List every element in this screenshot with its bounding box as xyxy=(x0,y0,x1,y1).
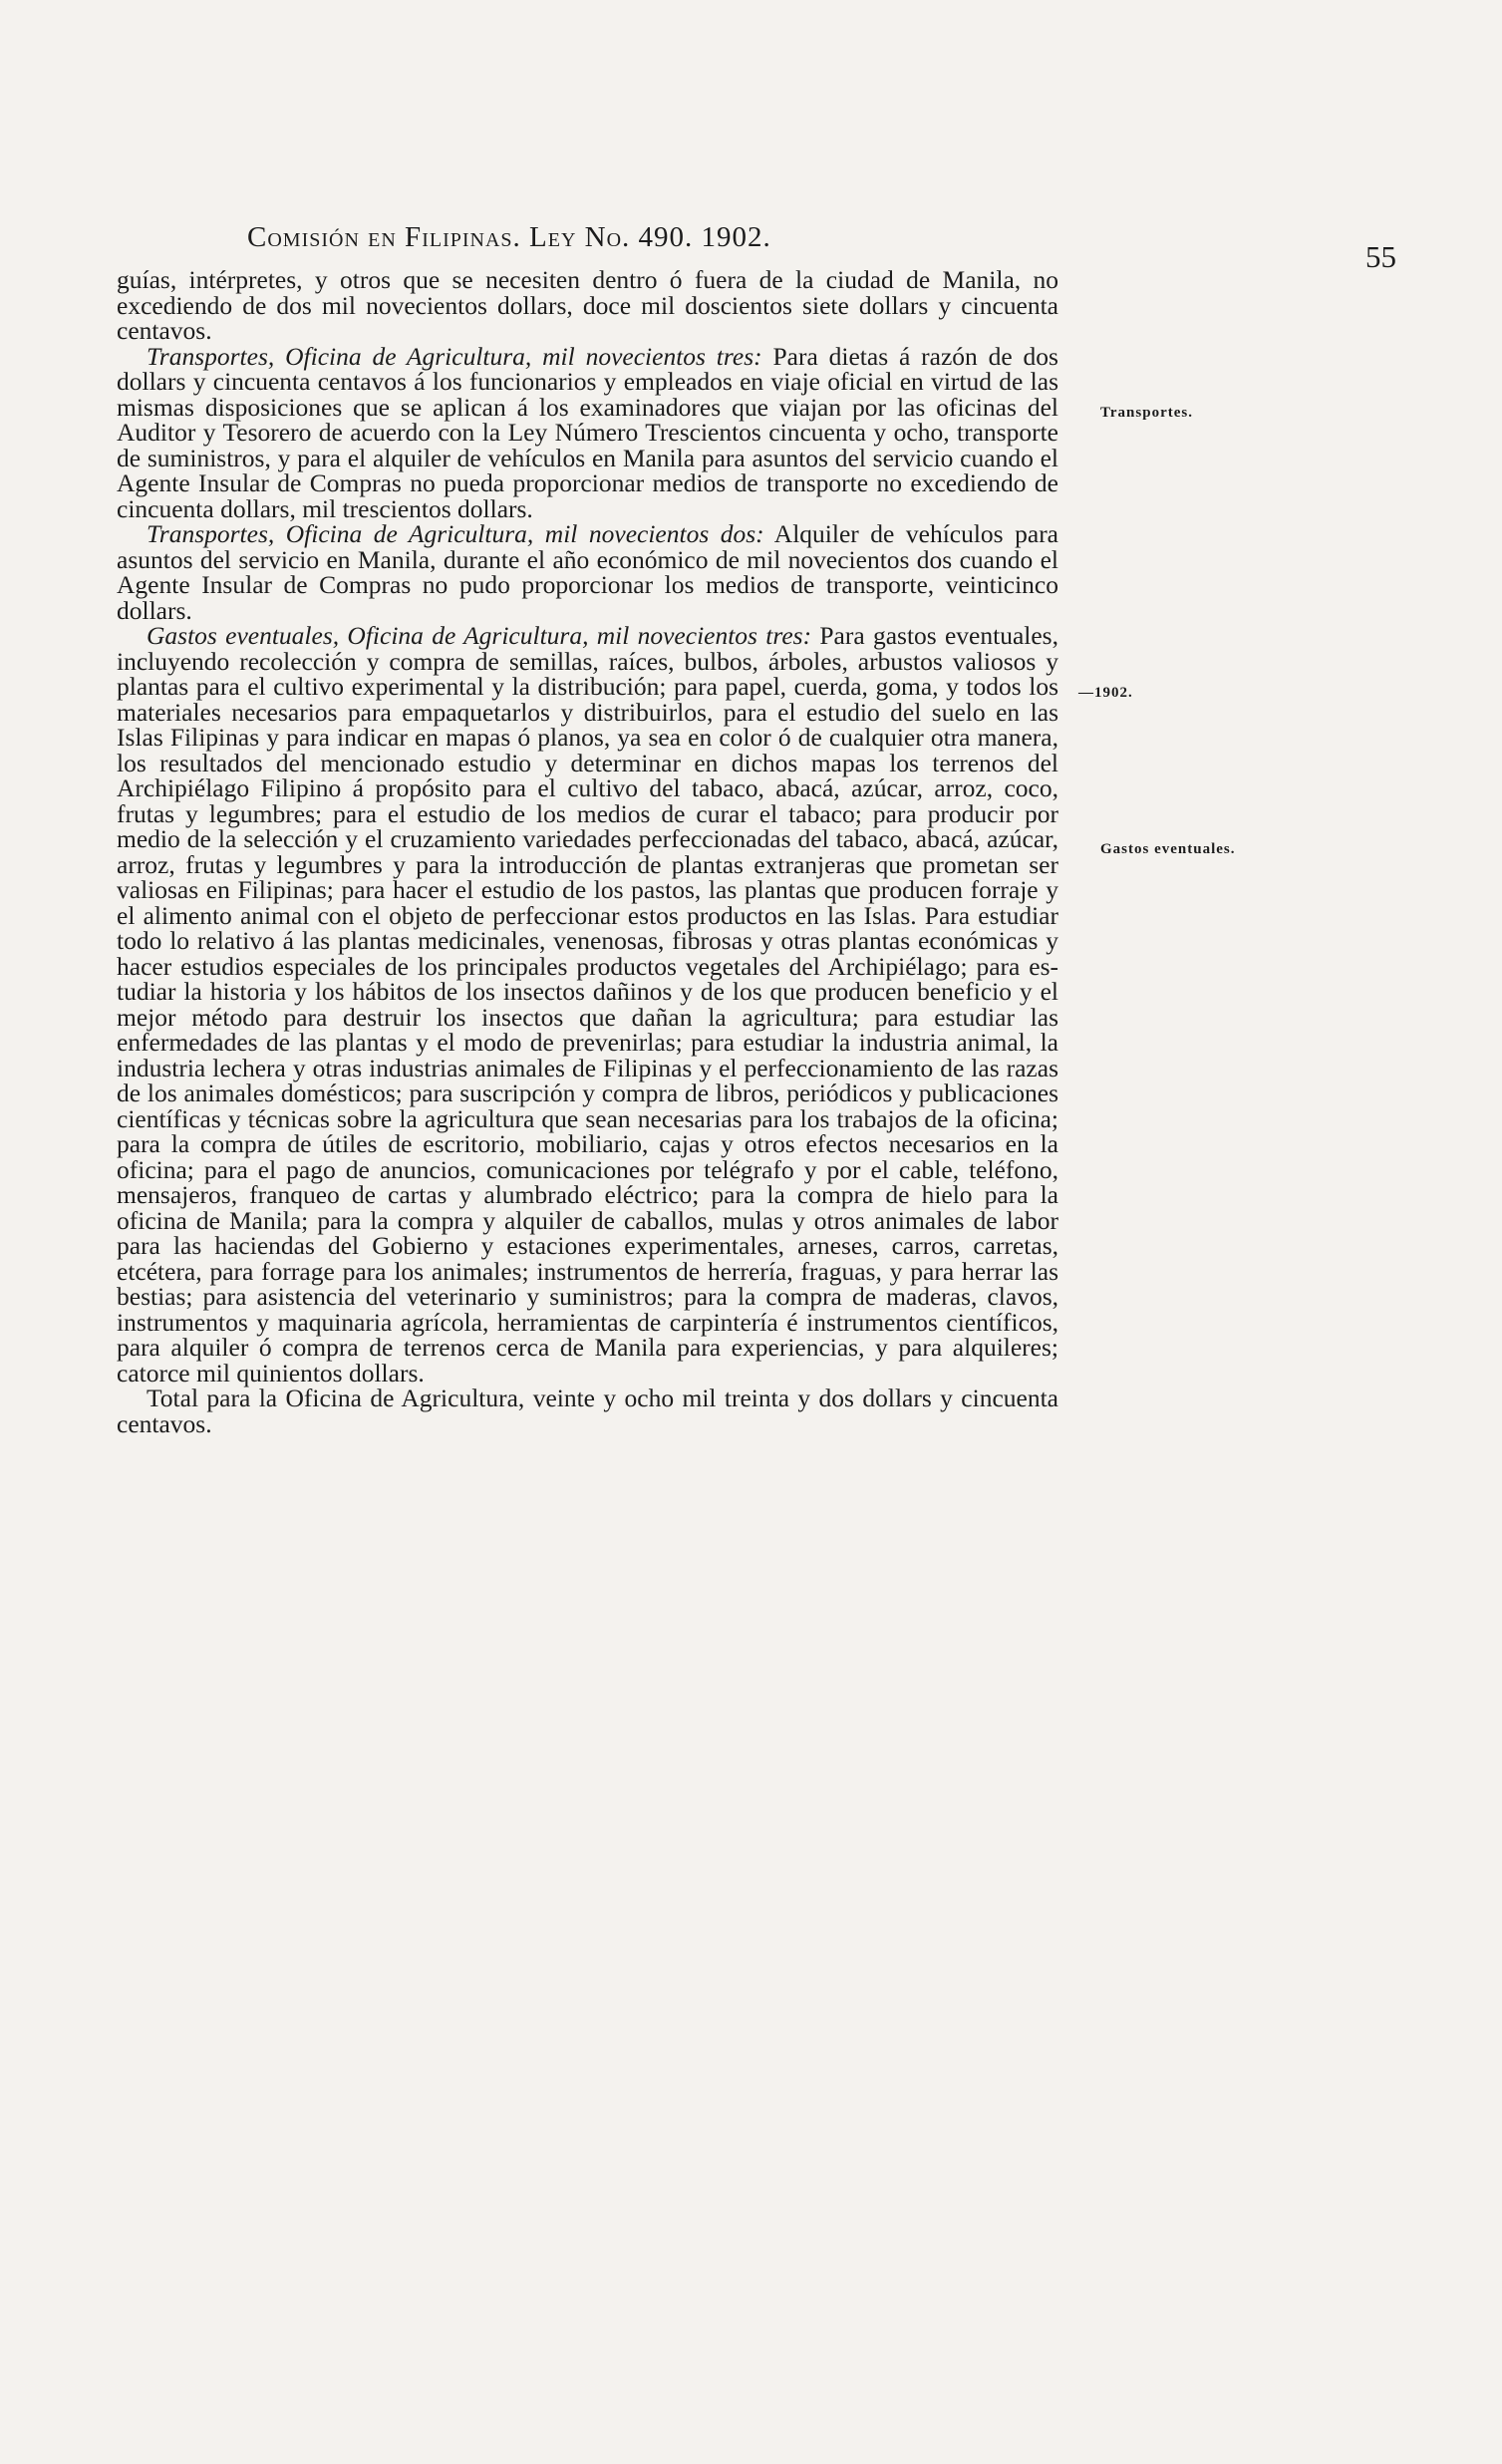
paragraph-continuation xyxy=(117,267,1058,344)
paragraph-heading: Gastos eventuales, Oficina de Agricultura, mil novecientos tres: xyxy=(147,621,812,650)
margin-note-gastos-eventuales: Gastos eventuales. xyxy=(1100,841,1236,857)
paragraph-text: Para dietas á razón de dos dollars y cincuenta centavos á los funcionarios y empleados en viaje oficial en virtud de las mismas disposiciones que se aplican á los examinadores que viajan por las oficinas del Auditor y Tesorero de acuerdo con la Ley Número Trescientos cincuenta y ocho, transporte de suministros, y para el alquiler de vehículos en Manila para asuntos del servicio cuando el Agente Insular de Compras no pueda proporcionar medios de transporte no excediendo de cincuenta dollars, mil trescientos dollars. xyxy=(117,341,1058,523)
paragraph-transportes-1902 xyxy=(117,521,1058,623)
paragraph-transportes-1903 xyxy=(117,341,1058,523)
paragraph-heading: Transportes, Oficina de Agricultura, mil novecientos tres: xyxy=(147,341,762,371)
margin-note-transportes: Transportes. xyxy=(1100,405,1193,421)
paragraph-text: guías, intérpretes, y otros que se necesiten dentro ó fuera de la ciudad de Manila, no excediendo de dos mil novecientos dollars, doce mil doscientos siete dollars y cincuenta centavos. xyxy=(117,265,1058,345)
running-head: Comisión en Filipinas. Ley No. 490. 1902. xyxy=(247,221,771,253)
paragraph-heading: Transportes, Oficina de Agricultura, mil novecientos dos: xyxy=(147,519,764,548)
margin-note-1902: —1902. xyxy=(1078,685,1133,701)
page-number: 55 xyxy=(1365,239,1396,274)
paragraph-text: Total para la Oficina de Agricultura, veinte y ocho mil treinta y dos dollars y cincuenta centavos. xyxy=(117,1384,1058,1438)
paragraph-text: Para gastos eventuales, incluyendo recolección y compra de semillas, raíces, bulbos, árboles, arbustos valiosos y plantas para el cultivo experimental y la distribución; para papel, cuerda, goma, y todos los materiales necesarios para empaquetarlos y distribuirlos, para el estudio del suelo en las Islas Filipinas y para indicar en mapas ó planos, ya sea en color ó de cualquier otra manera, los resultados del mencionado estudio y determinar en dichos mapas los terrenos del Archipiélago Filipino á propósito para el cultivo del tabaco, abacá, azúcar, arroz, coco, frutas y legumbres; para el estudio de los medios de curar el tabaco; para producir por medio de la selección y el cruzamiento variedades perfeccionadas del tabaco, abacá, azúcar, arroz, frutas y legumbres y para la introducción de plantas extranjeras que prometan ser valiosas en Filipinas; para hacer el estudio de los pastos, las plantas que producen forraje y el alimento animal con el objeto de perfeccionar estos productos en las Islas. Para estudiar todo lo relativo á las plantas medicinales, venenosas, fibrosas y otras plantas económicas y hacer estudios especiales de los principales productos vegetales del Archipiélago; para estudiar la historia y los hábitos de los insectos dañinos y de los que producen beneficio y el mejor método para destruir los insectos que dañan la agricultura; para estudiar las enfermedades de las plantas y el modo de prevenirlas; para estudiar la industria animal, la industria lechera y otras industrias animales de Filipinas y el perfeccionamiento de las razas de los animales domésticos; para suscripción y compra de libros, periódicos y publicaciones científicas y técnicas sobre la agricultura que sean necesarias para los trabajos de la oficina; para la compra de útiles de escritorio, mobiliario, cajas y otros efectos necesarios en la oficina; para el pago de anuncios, comunicaciones por telégrafo y por el cable, teléfono, mensajeros, franqueo de cartas y alumbrado eléctrico; para la compra de hielo para la oficina de Manila; para la compra y alquiler de caballos, mulas y otros animales de labor para las haciendas del Gobierno y estaciones experimentales, arneses, carros, carretas, etcétera, para forrage para los animales; instrumentos de herrería, fraguas, y para herrar las bestias; para asistencia del veterinario y suministros; para la compra de maderas, clavos, instrumentos y maquinaria agrícola, herramientas de carpintería é instrumentos científicos, para alquiler ó compra de terrenos cerca de Manila para experiencias, y para alquileres; catorce mil quinientos dollars. xyxy=(117,621,1058,1387)
paragraph-total xyxy=(117,1386,1058,1436)
body-text xyxy=(117,267,1058,1436)
paragraph-text: Alquiler de vehículos para asuntos del servicio en Manila, durante el año económico de mil novecientos dos cuando el Agente Insular de Compras no pudo proporcionar los medios de transporte, veinticinco dollars. xyxy=(117,519,1058,625)
paragraph-gastos-eventuales xyxy=(117,623,1058,1386)
